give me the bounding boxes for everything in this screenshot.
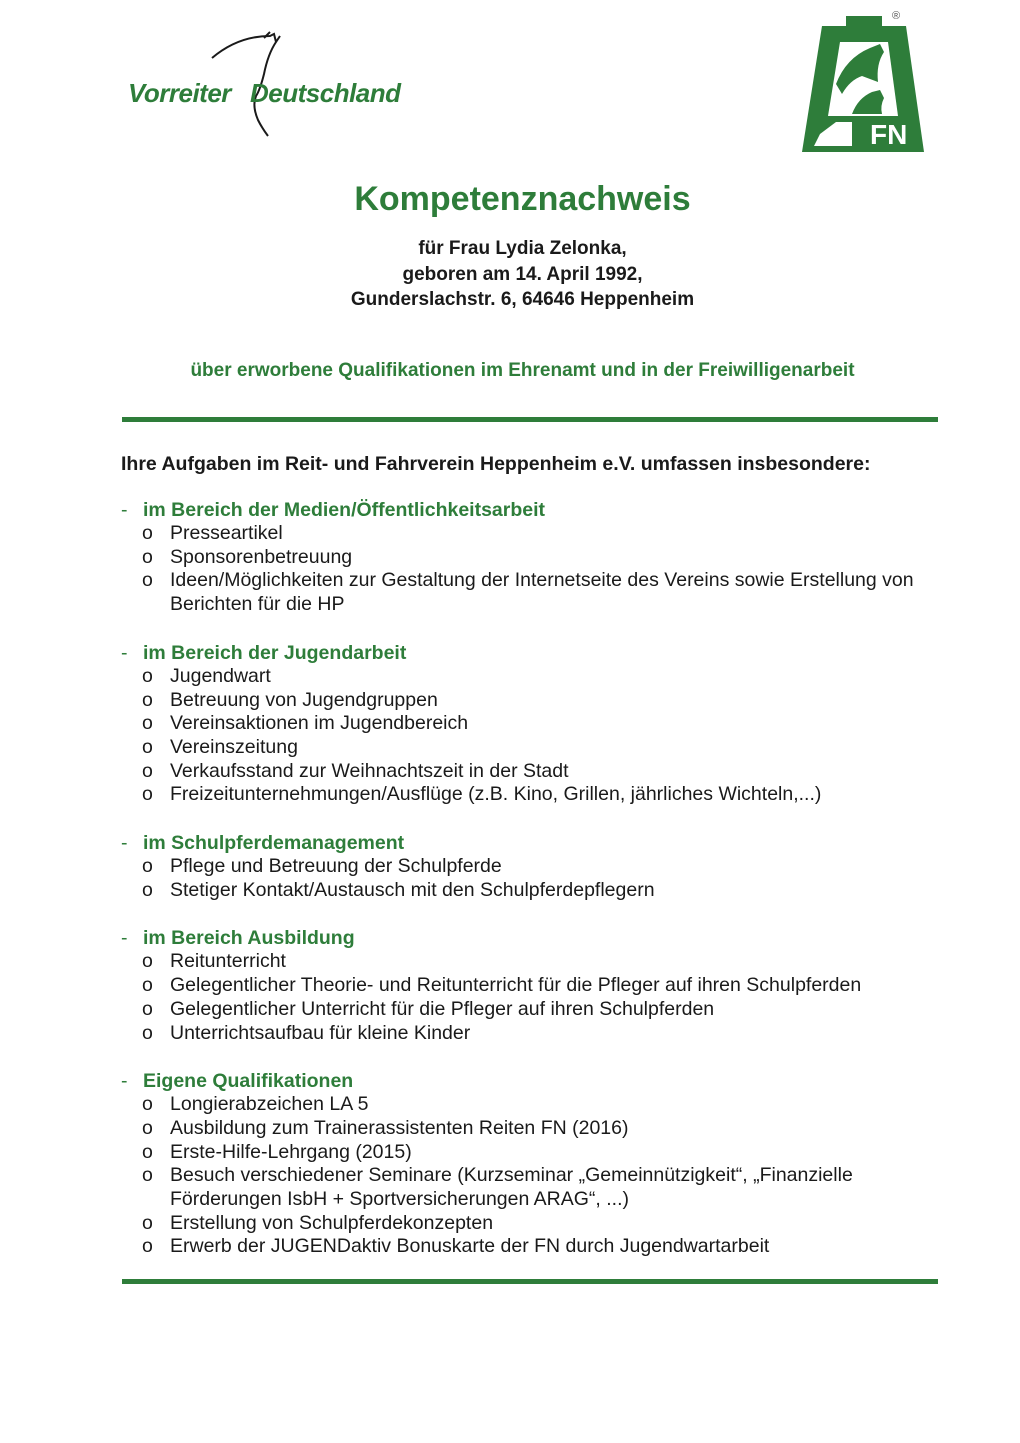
list-item-text: Sponsorenbetreuung	[170, 545, 353, 568]
list-item	[121, 879, 941, 903]
circle-bullet-icon: o	[142, 1021, 153, 1044]
dash-bullet-icon: -	[121, 927, 128, 950]
list-item-text: Presseartikel	[170, 522, 283, 544]
dash-bullet-icon: -	[121, 1070, 128, 1093]
section-heading-text: Eigene Qualifikationen	[143, 1070, 354, 1093]
section-heading	[121, 1069, 941, 1093]
section-heading	[121, 498, 941, 522]
circle-bullet-icon: o	[142, 759, 153, 782]
list-item	[121, 1164, 941, 1211]
list-item	[121, 1141, 941, 1165]
divider-bottom	[122, 1279, 938, 1284]
sections-list	[121, 498, 941, 1283]
circle-bullet-icon: o	[142, 522, 153, 544]
dash-bullet-icon: -	[121, 499, 128, 521]
list-item-text: Reitunterricht	[170, 950, 286, 973]
list-item	[121, 1022, 941, 1046]
section-heading	[121, 831, 941, 855]
list-item	[121, 783, 941, 807]
list-item-text: Vereinszeitung	[170, 735, 298, 758]
divider-top	[122, 417, 938, 422]
fn-stirrup-horse-icon	[800, 14, 924, 154]
list-item	[121, 974, 941, 998]
circle-bullet-icon: o	[142, 712, 153, 735]
circle-bullet-icon: o	[142, 664, 153, 687]
list-item	[121, 665, 941, 689]
section	[121, 641, 941, 807]
dash-bullet-icon: -	[121, 641, 128, 664]
list-item-text: Vereinsaktionen im Jugendbereich	[170, 712, 469, 735]
section	[121, 1069, 941, 1259]
list-item	[121, 712, 941, 736]
recipient-birthdate: geboren am 14. April 1992,	[402, 264, 643, 285]
list-item-text: Besuch verschiedener Seminare (Kurzseminar „Gemeinnützigkeit“, „Finanzielle Förderungen IsbH + Sportversicherungen ARAG“, ...)	[170, 1164, 853, 1211]
fn-logo	[800, 10, 924, 154]
circle-bullet-icon: o	[142, 735, 153, 758]
list-item	[121, 1093, 941, 1117]
recipient-name: für Frau Lydia Zelonka,	[418, 238, 627, 259]
circle-bullet-icon: o	[142, 783, 153, 806]
list-item-text: Erstellung von Schulpferdekonzepten	[170, 1211, 494, 1234]
circle-bullet-icon: o	[142, 855, 153, 878]
list-item	[121, 689, 941, 713]
list-item	[121, 546, 941, 570]
list-item	[121, 736, 941, 760]
section	[121, 831, 941, 902]
list-item-text: Jugendwart	[170, 664, 271, 687]
vorreiter-deutschland-logo	[128, 30, 401, 140]
list-item	[121, 1212, 941, 1236]
list-item-text: Erwerb der JUGENDaktiv Bonuskarte der FN durch Jugendwartarbeit	[170, 1235, 770, 1258]
list-item	[121, 855, 941, 879]
list-item-text: Gelegentlicher Unterricht für die Pfleger auf ihren Schulpferden	[170, 997, 715, 1020]
document-subtitle: über erworbene Qualifikationen im Ehrenamt und in der Freiwilligenarbeit	[190, 360, 855, 381]
section-heading-text: im Schulpferdemanagement	[143, 832, 405, 855]
list-item	[121, 569, 941, 616]
circle-bullet-icon: o	[142, 997, 153, 1020]
logo-word-vorreiter: Vorreiter	[128, 78, 231, 108]
registered-mark: ®	[892, 10, 901, 22]
section	[121, 498, 941, 617]
circle-bullet-icon: o	[142, 545, 153, 568]
section-heading-text: im Bereich Ausbildung	[143, 927, 355, 950]
dash-bullet-icon: -	[121, 832, 128, 855]
section-heading	[121, 641, 941, 665]
list-item	[121, 1117, 941, 1141]
circle-bullet-icon: o	[142, 569, 153, 592]
list-item-text: Freizeitunternehmungen/Ausflüge (z.B. Kino, Grillen, jährliches Wichteln,...)	[170, 783, 822, 806]
list-item	[121, 998, 941, 1022]
intro-heading: Ihre Aufgaben im Reit- und Fahrverein Heppenheim e.V. umfassen insbesondere:	[121, 453, 871, 475]
circle-bullet-icon: o	[142, 1093, 153, 1116]
circle-bullet-icon: o	[142, 1235, 153, 1258]
list-item-text: Unterrichtsaufbau für kleine Kinder	[170, 1021, 471, 1044]
section-heading-text: im Bereich der Jugendarbeit	[143, 641, 407, 664]
list-item-text: Verkaufsstand zur Weihnachtszeit in der Stadt	[170, 759, 569, 782]
circle-bullet-icon: o	[142, 950, 153, 973]
list-item-text: Pflege und Betreuung der Schulpferde	[170, 855, 502, 878]
circle-bullet-icon: o	[142, 1140, 153, 1163]
circle-bullet-icon: o	[142, 1116, 153, 1139]
list-item	[121, 1235, 941, 1259]
list-item-text: Longierabzeichen LA 5	[170, 1093, 369, 1116]
list-item-text: Ausbildung zum Trainerassistenten Reiten FN (2016)	[170, 1116, 629, 1139]
list-item	[121, 760, 941, 784]
circle-bullet-icon: o	[142, 974, 153, 997]
section-heading-text: im Bereich der Medien/Öffentlichkeitsarbeit	[143, 499, 546, 521]
list-item	[121, 522, 941, 546]
circle-bullet-icon: o	[142, 1211, 153, 1234]
list-item-text: Erste-Hilfe-Lehrgang (2015)	[170, 1140, 412, 1163]
section	[121, 926, 941, 1045]
circle-bullet-icon: o	[142, 688, 153, 711]
section-heading	[121, 926, 941, 950]
list-item-text: Gelegentlicher Theorie- und Reitunterricht für die Pfleger auf ihren Schulpferden	[170, 974, 862, 997]
fn-logo-text: FN	[870, 119, 908, 150]
recipient-address: Gunderslachstr. 6, 64646 Heppenheim	[350, 289, 695, 310]
document-title: Kompetenznachweis	[354, 180, 691, 218]
circle-bullet-icon: o	[142, 878, 153, 901]
logo-word-deutschland: Deutschland	[250, 78, 401, 108]
circle-bullet-icon: o	[142, 1164, 153, 1187]
list-item	[121, 950, 941, 974]
list-item-text: Stetiger Kontakt/Austausch mit den Schulpferdepflegern	[170, 878, 655, 901]
list-item-text: Ideen/Möglichkeiten zur Gestaltung der Internetseite des Vereins sowie Erstellung von Berichten für die HP	[170, 569, 914, 616]
list-item-text: Betreuung von Jugendgruppen	[170, 688, 438, 711]
